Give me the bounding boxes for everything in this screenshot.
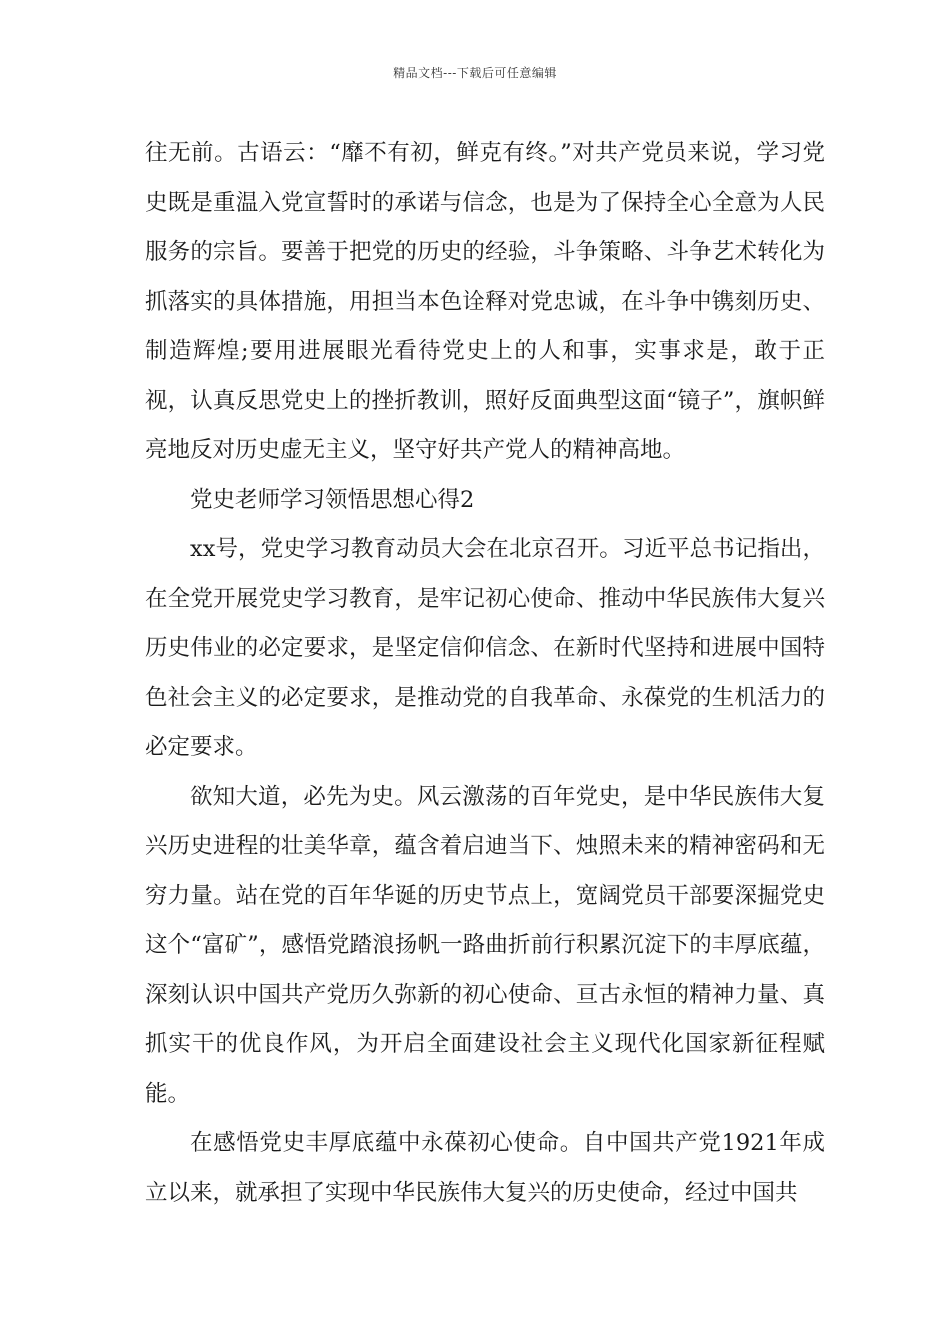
paragraph: 欲知大道，必先为史。风云激荡的百年党史，是中华民族伟大复兴历史进程的壮美华章，蕴含着启迪当下、烛照未来的精神密码和无穷力量。站在党的百年华诞的历史节点上，宽阔党员干部要深掘党史这个“富矿”，感悟党踏浪扬帆一路曲折前行积累沉淀下的丰厚底蕴，深刻认识中国共产党历久弥新的初心使命、亘古永恒的精神力量、真抓实干的优良作风，为开启全面建设社会主义现代化国家新征程赋能。 <box>145 783 825 1107</box>
section-heading: 党史老师学习领悟思想心得2 <box>190 486 475 513</box>
paragraph-continuation: 往无前。古语云：“靡不有初，鲜克有终。”对共产党员来说，学习党史既是重温入党宣誓时的承诺与信念，也是为了保持全心全意为人民服务的宗旨。要善于把党的历史的经验，斗争策略、斗争艺术转化为抓落实的具体措施，用担当本色诠释对党忠诚，在斗争中镌刻历史、制造辉煌;要用进展眼光看待党史上的人和事，实事求是，敢于正视，认真反思党史上的挫折教训，照好反面典型这面“镜子”，旗帜鲜亮地反对历史虚无主义，坚守好共产党人的精神高地。 <box>145 140 825 463</box>
page-header: 精品文档---下载后可任意编辑 <box>393 66 557 80</box>
document-body <box>145 129 825 1218</box>
paragraph: xx号，党史学习教育动员大会在北京召开。习近平总书记指出，在全党开展党史学习教育，是牢记初心使命、推动中华民族伟大复兴历史伟业的必定要求，是坚定信仰信念、在新时代坚持和进展中国特色社会主义的必定要求，是推动党的自我革命、永葆党的生机活力的必定要求。 <box>145 536 825 760</box>
paragraph: 在感悟党史丰厚底蕴中永葆初心使命。自中国共产党1921年成立以来，就承担了实现中华民族伟大复兴的历史使命，经过中国共 <box>145 1130 825 1206</box>
